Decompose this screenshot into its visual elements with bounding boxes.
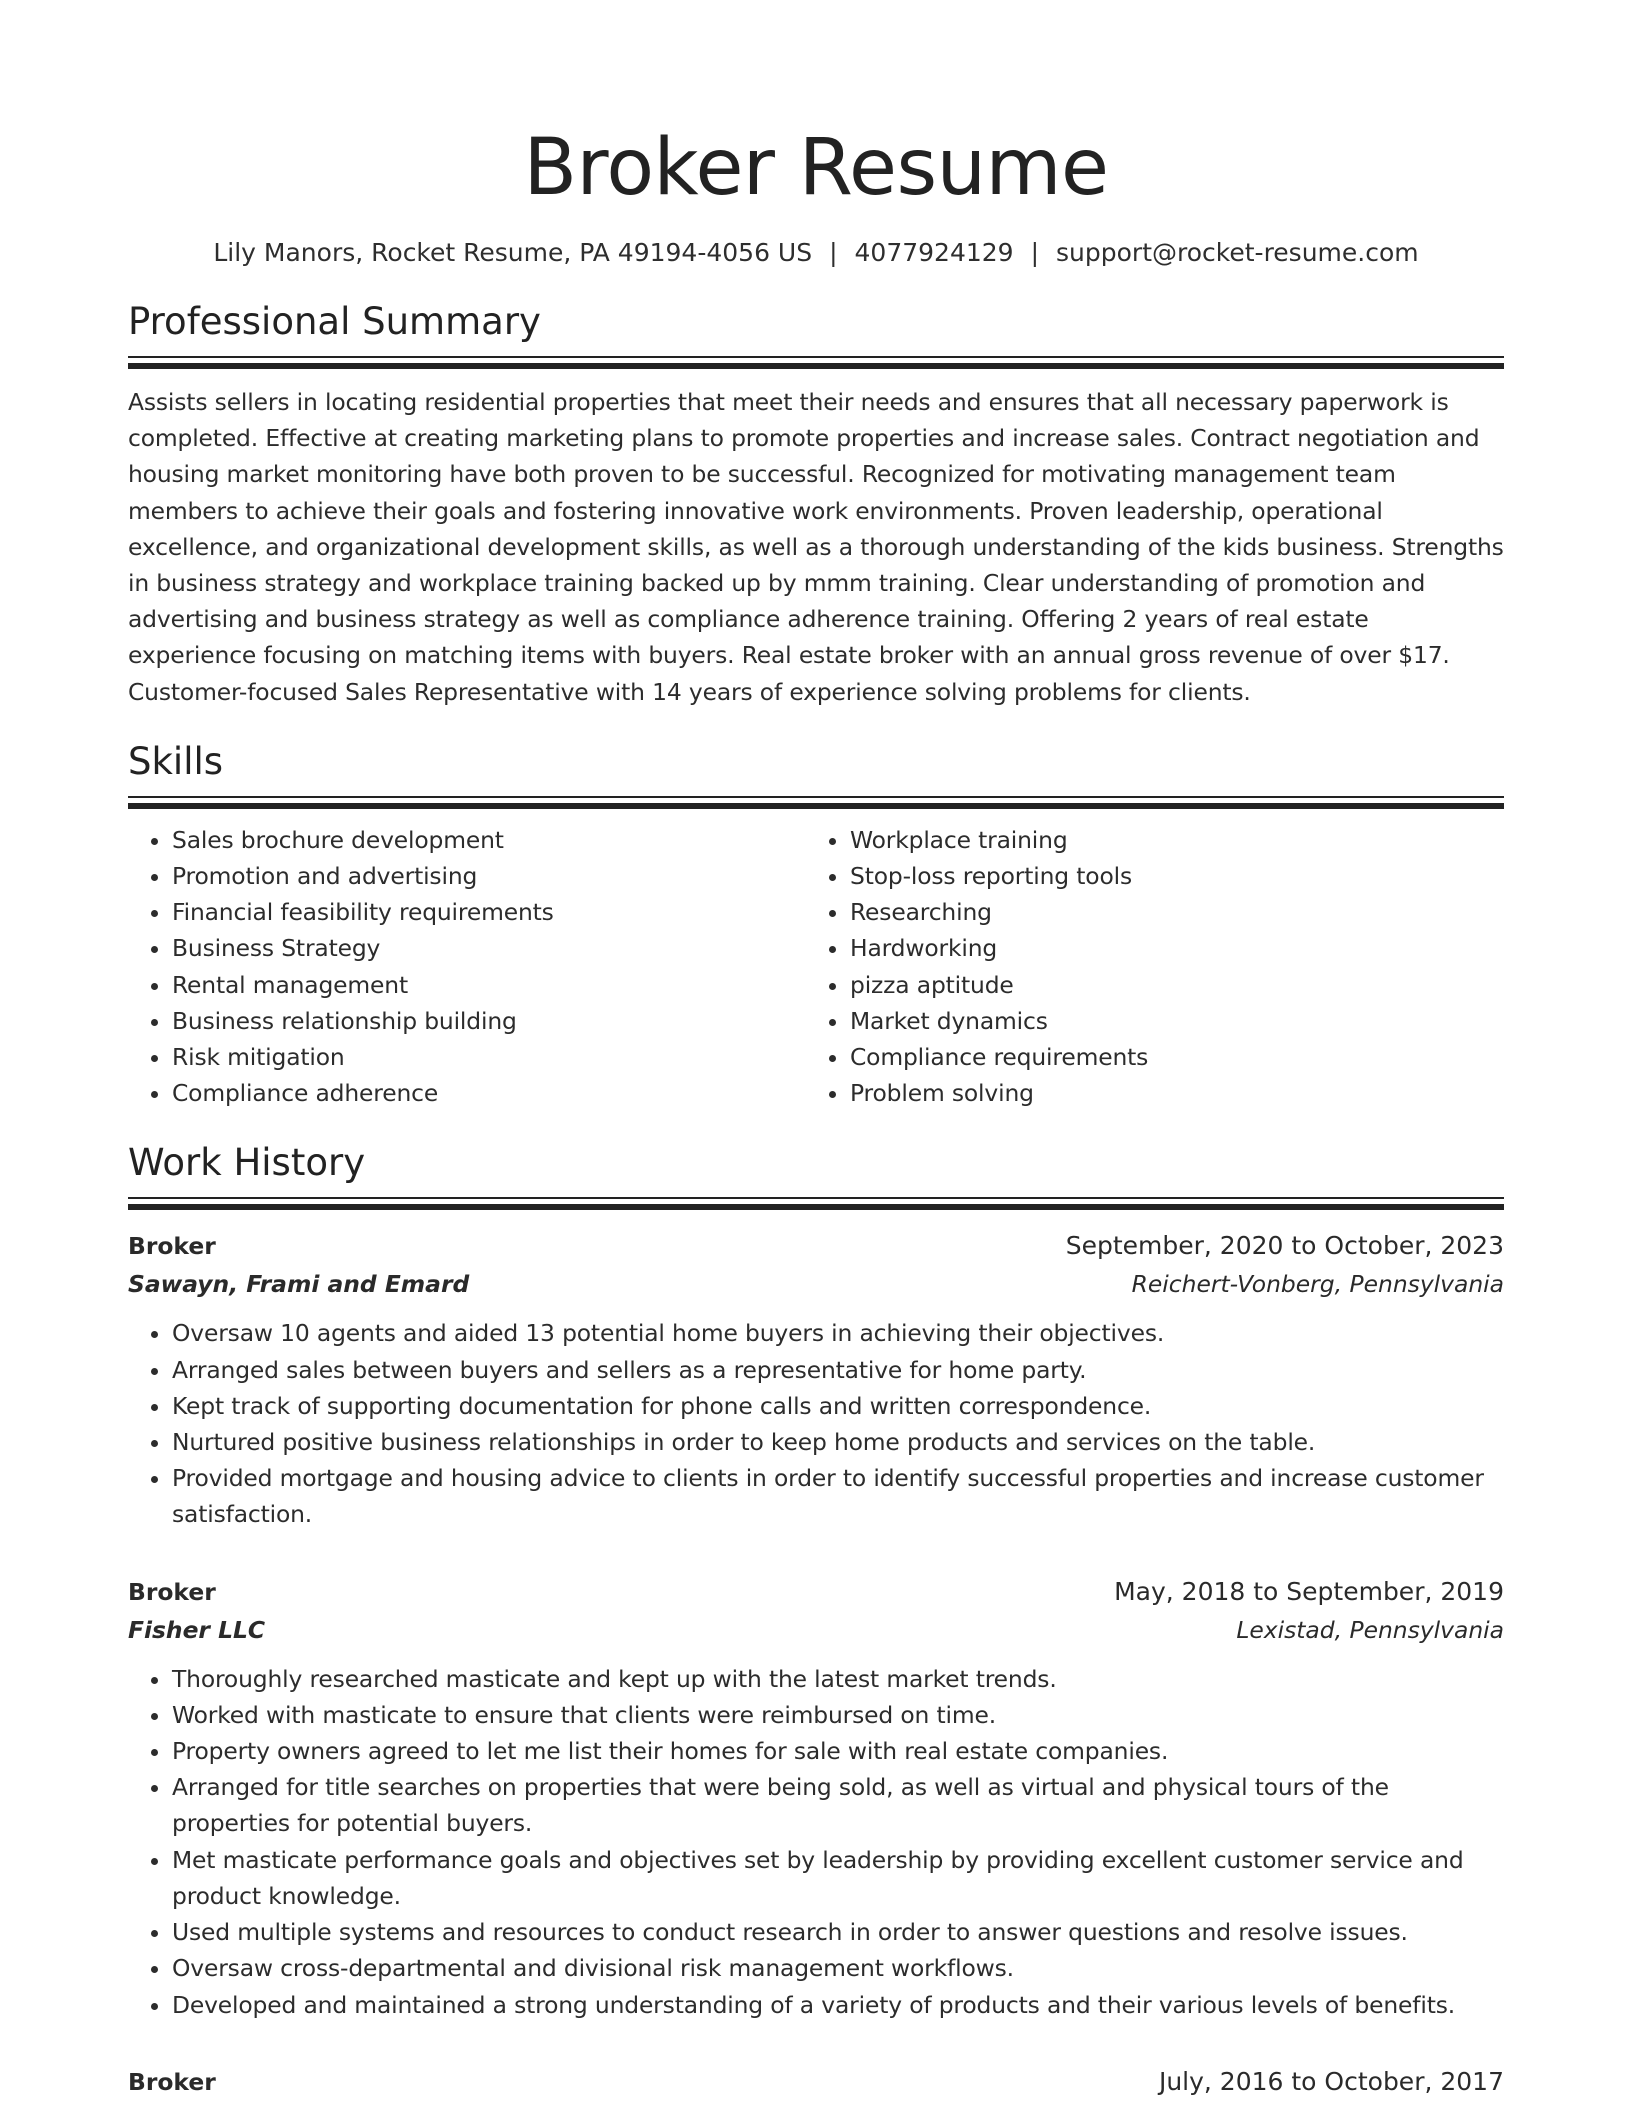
section-heading-work-history: Work History bbox=[128, 1141, 366, 1185]
contact-separator: | bbox=[1030, 238, 1040, 267]
section-divider bbox=[128, 796, 1504, 808]
skill-item: • Sales brochure development bbox=[172, 822, 806, 858]
skill-item: • Business relationship building bbox=[172, 1003, 806, 1039]
skill-item: • Market dynamics bbox=[850, 1003, 1484, 1039]
job-bullet: • Used multiple systems and resources to conduct research in order to answer questions and resolve issues. bbox=[172, 1914, 1504, 1950]
job-company-row bbox=[128, 1265, 1504, 1303]
job-bullet: • Met masticate performance goals and objectives set by leadership by providing excellent customer service and product knowledge. bbox=[172, 1842, 1504, 1914]
skill-item: • Stop-loss reporting tools bbox=[850, 858, 1484, 894]
job-entry bbox=[128, 2063, 1504, 2101]
job-bullet: • Arranged sales between buyers and sellers as a representative for home party. bbox=[172, 1352, 1504, 1388]
job-bullet: • Provided mortgage and housing advice to clients in order to identify successful properties and increase customer satisfaction. bbox=[172, 1460, 1504, 1532]
skill-item: • Risk mitigation bbox=[172, 1039, 806, 1075]
work-history-section bbox=[128, 1139, 1504, 2100]
job-bullets bbox=[128, 1315, 1504, 1532]
section-divider bbox=[128, 356, 1504, 368]
job-bullet: • Arranged for title searches on properties that were being sold, as well as virtual and physical tours of the properties for potential buyers. bbox=[172, 1769, 1504, 1841]
job-bullet: • Oversaw 10 agents and aided 13 potential home buyers in achieving their objectives. bbox=[172, 1315, 1504, 1351]
contact-phone: 4077924129 bbox=[854, 238, 1014, 267]
skills-list-left bbox=[128, 822, 806, 1112]
job-entry bbox=[128, 1227, 1504, 1532]
job-title: Broker bbox=[128, 1232, 216, 1261]
contact-email: support@rocket-resume.com bbox=[1056, 238, 1419, 267]
job-bullet: • Kept track of supporting documentation for phone calls and written correspondence. bbox=[172, 1388, 1504, 1424]
skill-item: • Rental management bbox=[172, 967, 806, 1003]
job-bullet: • Developed and maintained a strong understanding of a variety of products and their various levels of benefits. bbox=[172, 1987, 1504, 2023]
skill-item: • Business Strategy bbox=[172, 930, 806, 966]
job-company: Fisher LLC bbox=[128, 1615, 266, 1644]
skill-item: • Workplace training bbox=[850, 822, 1484, 858]
job-dates: May, 2018 to September, 2019 bbox=[1114, 1576, 1504, 1606]
skills-list-right bbox=[806, 822, 1484, 1112]
job-bullet: • Property owners agreed to let me list their homes for sale with real estate companies. bbox=[172, 1733, 1504, 1769]
summary-section bbox=[128, 298, 1504, 710]
job-title: Broker bbox=[128, 2067, 216, 2096]
skill-item: • pizza aptitude bbox=[850, 967, 1484, 1003]
section-heading-summary: Professional Summary bbox=[128, 300, 541, 343]
job-title: Broker bbox=[128, 1577, 216, 1606]
job-location: Lexistad, Pennsylvania bbox=[1236, 1615, 1504, 1644]
job-bullet: • Thoroughly researched masticate and kept up with the latest market trends. bbox=[172, 1661, 1504, 1697]
job-dates: September, 2020 to October, 2023 bbox=[1065, 1231, 1504, 1261]
job-location: Reichert-Vonberg, Pennsylvania bbox=[1131, 1270, 1504, 1299]
job-header-row bbox=[128, 1573, 1504, 1611]
resume-page bbox=[128, 0, 1504, 2101]
job-company: Sawayn, Frami and Emard bbox=[128, 1270, 470, 1299]
job-company-row bbox=[128, 1611, 1504, 1649]
skills-section bbox=[128, 738, 1504, 1112]
contact-line bbox=[128, 236, 1504, 270]
section-divider bbox=[128, 1197, 1504, 1209]
section-heading-skills: Skills bbox=[128, 739, 224, 783]
skill-item: • Researching bbox=[850, 894, 1484, 930]
summary-text: Assists sellers in locating residential properties that meet their needs and ensures that all necessary paperwork is completed. Effective at creating marketing plans to promote properties and increase sales. Contract negotiation and housing market monitoring have both proven to be successful. Recognized for motivating management team members to achieve their goals and fostering innovative work environments. Proven leadership, operational excellence, and organizational development skills, as well as a thorough understanding of the kids business. Strengths in business strategy and workplace training backed up by mmm training. Clear understanding of promotion and advertising and business strategy as well as compliance adherence training. Offering 2 years of real estate experience focusing on matching items with buyers. Real estate broker with an annual gross revenue of over $17. Customer-focused Sales Representative with 14 years of experience solving problems for clients. bbox=[128, 388, 1504, 706]
skill-item: • Problem solving bbox=[850, 1075, 1484, 1111]
job-bullet: • Oversaw cross-departmental and divisional risk management workflows. bbox=[172, 1950, 1504, 1986]
contact-separator: | bbox=[829, 238, 838, 267]
skill-item: • Hardworking bbox=[850, 930, 1484, 966]
job-bullet: • Worked with masticate to ensure that clients were reimbursed on time. bbox=[172, 1697, 1504, 1733]
job-entry bbox=[128, 1573, 1504, 2023]
page-title: Broker Resume bbox=[523, 123, 1109, 213]
job-bullet: • Nurtured positive business relationships in order to keep home products and services on the table. bbox=[172, 1424, 1504, 1460]
job-dates: July, 2016 to October, 2017 bbox=[1158, 2066, 1504, 2096]
contact-address: Lily Manors, Rocket Resume, PA 49194-4056 US bbox=[213, 238, 813, 267]
skill-item: • Compliance adherence bbox=[172, 1075, 806, 1111]
skill-item: • Compliance requirements bbox=[850, 1039, 1484, 1075]
job-header-row bbox=[128, 2063, 1504, 2101]
skill-item: • Financial feasibility requirements bbox=[172, 894, 806, 930]
job-bullets bbox=[128, 1661, 1504, 2023]
skill-item: • Promotion and advertising bbox=[172, 858, 806, 894]
job-header-row bbox=[128, 1227, 1504, 1265]
skills-columns bbox=[128, 822, 1504, 1112]
